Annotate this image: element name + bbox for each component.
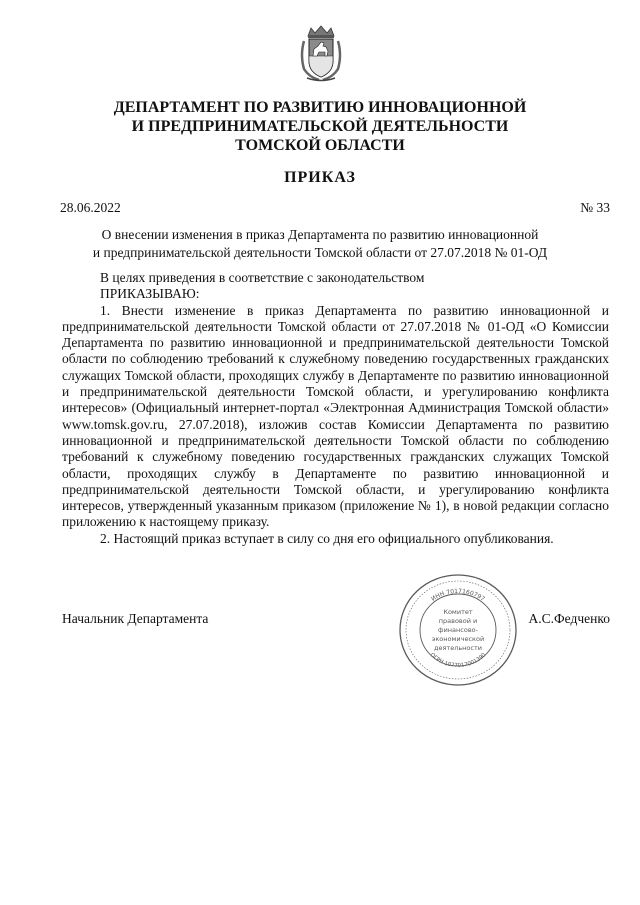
subject-line1: О внесении изменения в приказ Департамента по развитию инновационной <box>101 227 539 242</box>
svg-text:ОГРН 1077017001390 <box>429 652 488 669</box>
body-intro: В целях приведения в соответствие с законодательством <box>100 270 425 285</box>
seal-text-1: Комитет <box>443 608 473 616</box>
organization-name-line2: И ПРЕДПРИНИМАТЕЛЬСКОЙ ДЕЯТЕЛЬНОСТИ <box>131 118 509 135</box>
seal-inn: ИНН 7017160797 <box>430 587 486 603</box>
order-word: ПРИКАЗЫВАЮ: <box>100 286 200 302</box>
coat-of-arms-icon <box>299 25 343 83</box>
signatory-name: А.С.Федченко <box>528 611 610 626</box>
signatory-title: Начальник Департамента <box>62 611 209 626</box>
seal-text-4: экономической <box>431 635 485 643</box>
document-subject <box>60 226 580 262</box>
order-item-2: 2. Настоящий приказ вступает в силу со дня его официального опубликования. <box>100 530 554 546</box>
subject-line2: и предпринимательской деятельности Томской области от 27.07.2018 № 01-ОД <box>92 245 548 260</box>
order-item-1: 1. Внести изменение в приказ Департамента по развитию инновационной и предпринимательской деятельности Томской области от 27.07.2018 № 01-ОД «О Комиссии Департамента по развитию инновационной и предпринимательской деятельности Томской области по соблюдению требований к служебному поведению государственных гражданских служащих Томской области, проходящих службу в Департаменте по развитию инновационной и предпринимательской деятельности Томской области, и урегулированию конфликта интересов» (Официальный интернет-портал «Электронная Администрация Томской области» www.tomsk.gov.ru, 27.07.2018), изложив состав Комиссии Департамента по развитию инновационной и предпринимательской деятельности Томской области по соблюдению требований к служебному поведению государственных гражданских служащих Томской области, проходящих службу в Департаменте по развитию инновационной и предпринимательской деятельности Томской области, и урегулированию конфликта интересов, утвержденный указанным приказом (приложение № 1), в новой редакции согласно приложению к настоящему приказу. <box>62 302 609 530</box>
seal-ogrn: ОГРН 1077017001390 <box>428 652 488 670</box>
document-body <box>62 270 609 547</box>
organization-name-line1: ДЕПАРТАМЕНТ ПО РАЗВИТИЮ ИННОВАЦИОННОЙ <box>113 99 527 116</box>
organization-name-line3: ТОМСКОЙ ОБЛАСТИ <box>235 137 405 154</box>
seal-text-2: правовой и <box>438 617 478 625</box>
document-type: ПРИКАЗ <box>284 169 356 186</box>
seal-text-3: финансово- <box>438 626 478 634</box>
document-date: 28.06.2022 <box>60 200 121 215</box>
svg-text:ИНН 7017160797 <box>430 588 486 603</box>
document-number: № 33 <box>580 200 610 215</box>
seal-text-5: деятельности <box>434 644 482 652</box>
official-seal <box>397 572 519 688</box>
organization-name <box>60 98 580 155</box>
